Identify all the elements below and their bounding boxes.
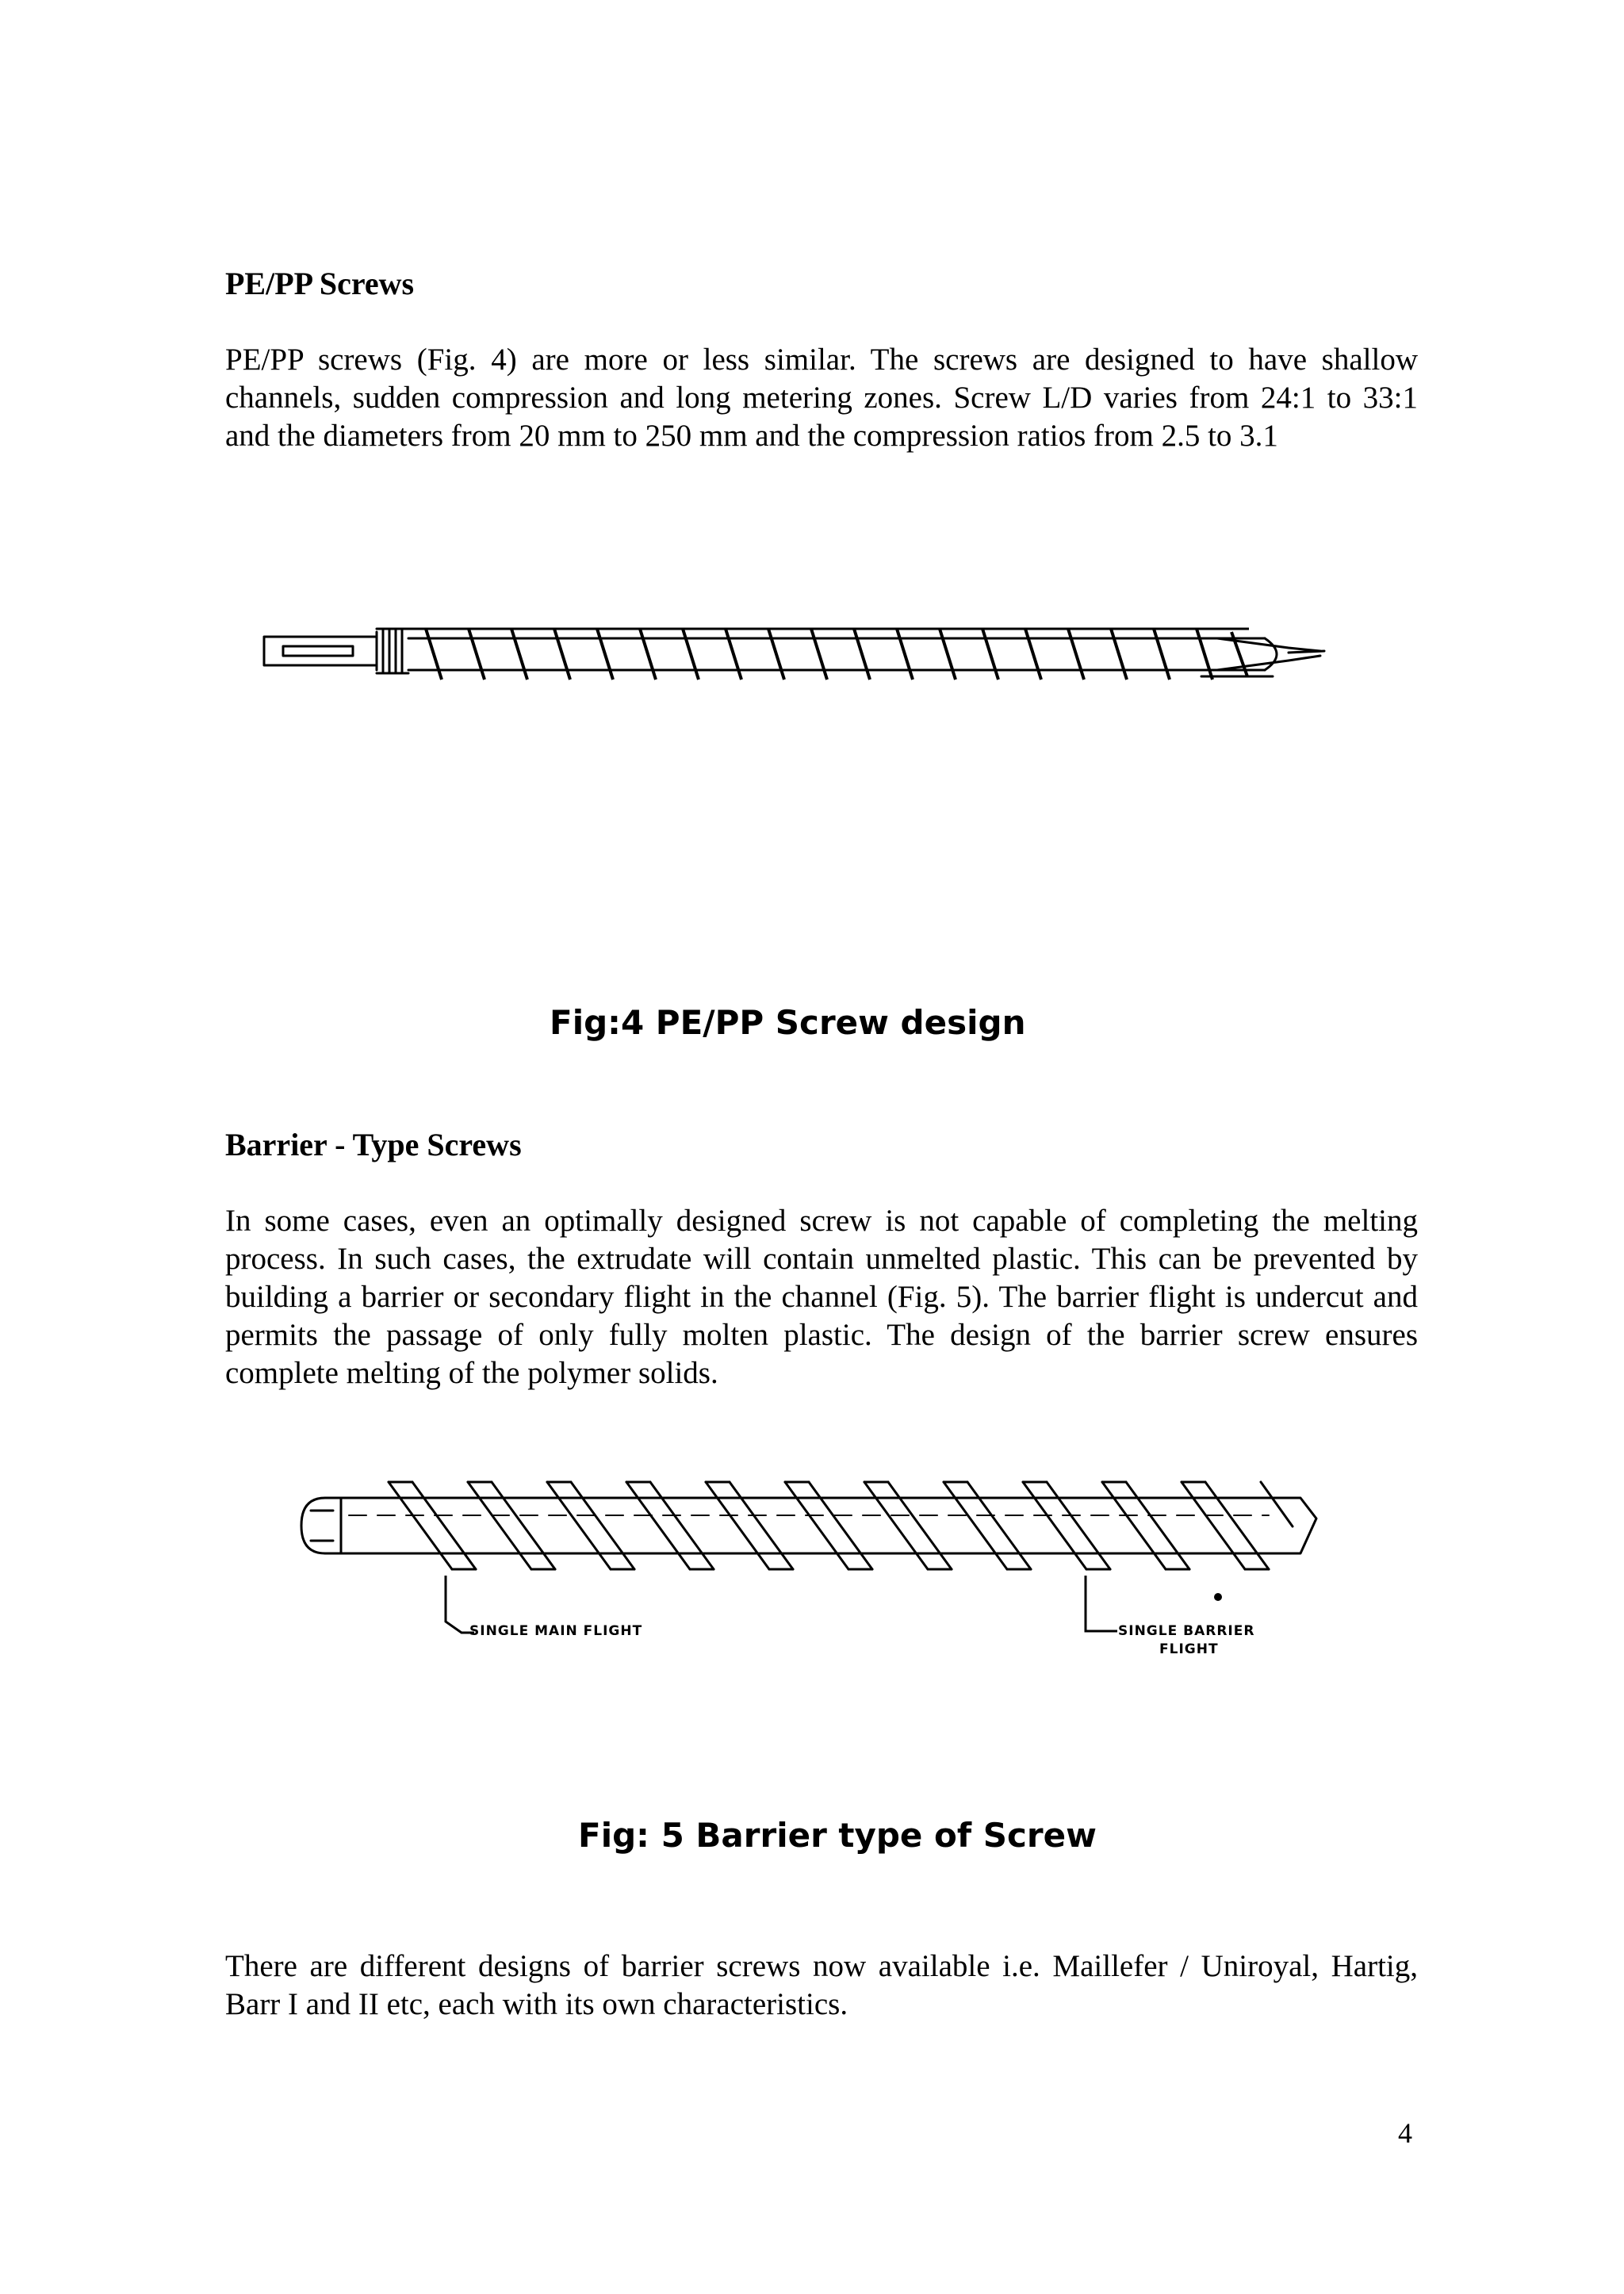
- paragraph-barrier-screw-designs: There are different designs of barrier screws now available i.e. Maillefer / Uniroyal, Hartig, Barr I and II etc, each with its own characteristics.: [225, 1949, 1418, 2021]
- barrier-marker-dot: [1214, 1593, 1222, 1601]
- paragraph-barrier-type-screws: In some cases, even an optimally designed screw is not capable of completing the melting process. In such cases, the extrudate will contain unmelted plastic. This can be prevented by building a barrier or secondary flight in the channel (Fig. 5). The barrier flight is undercut and permits the passage of only fully molten plastic. The design of the barrier screw ensures complete melting of the polymer solids.: [225, 1204, 1418, 1390]
- label-single-barrier: SINGLE BARRIER: [1118, 1623, 1255, 1639]
- page-number: 4: [1398, 2117, 1412, 2149]
- section-heading-barrier-type-screws: Barrier - Type Screws: [225, 1127, 522, 1162]
- paragraph-pe-pp-screws: PE/PP screws (Fig. 4) are more or less similar. The screws are designed to have shallow channels, sudden compression and long metering zones. Screw L/D varies from 24:1 to 33:1 and the diameters from 20 mm to 250 mm and the compression ratios from 2.5 to 3.1: [225, 343, 1418, 453]
- section-heading-pe-pp-screws: PE/PP Screws: [225, 266, 415, 301]
- figure-4-pe-pp-screw-drawing: [258, 615, 1328, 694]
- figure-4-caption: Fig:4 PE/PP Screw design: [550, 1003, 1026, 1042]
- label-single-main-flight: SINGLE MAIN FLIGHT: [469, 1623, 643, 1639]
- label-barrier-flight: FLIGHT: [1159, 1641, 1219, 1657]
- barrier-flight-leader-line: [1082, 1574, 1122, 1637]
- figure-5-barrier-screw-drawing: [293, 1471, 1324, 1590]
- figure-5-caption: Fig: 5 Barrier type of Screw: [578, 1816, 1097, 1855]
